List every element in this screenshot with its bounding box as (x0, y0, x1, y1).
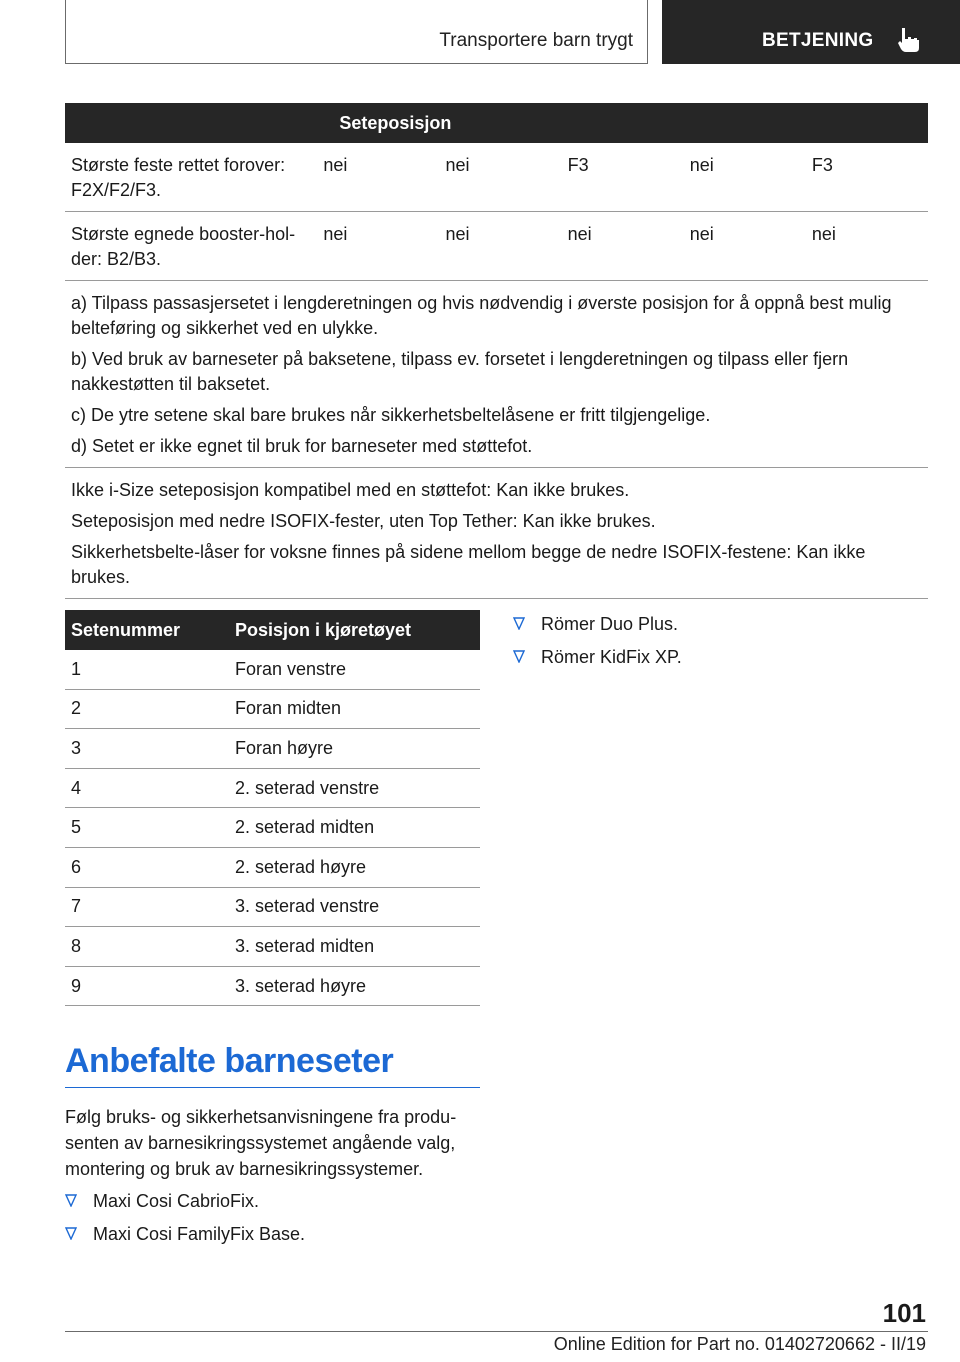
section-paragraph: Følg bruks- og sikkerhetsanvisningene fra produsenten av barnesikringssystemet angående valg, montering og bruk av barnesikringssystemer. (65, 1107, 457, 1179)
header-chapter-title: BETJENING (762, 30, 874, 51)
table-row (65, 808, 480, 848)
triangle-bullet-icon (65, 1194, 77, 1207)
table-row (65, 212, 928, 281)
list-item-text: Maxi Cosi CabrioFix. (93, 1191, 260, 1211)
table-row (65, 966, 480, 1006)
table-row (65, 650, 480, 689)
header-section-title: Transportere barn trygt (439, 30, 633, 51)
row-value: nei (684, 212, 806, 281)
seat-number: 7 (65, 887, 229, 927)
page-number: 101 (882, 1298, 926, 1328)
list-item-text: Maxi Cosi FamilyFix Base. (93, 1224, 306, 1244)
list-item-text: Römer KidFix XP. (541, 647, 682, 667)
footer-divider (65, 1331, 928, 1332)
table-row (65, 847, 480, 887)
list-item (65, 1188, 480, 1221)
header-chapter-tab[interactable] (662, 0, 960, 64)
seat-number: 6 (65, 847, 229, 887)
seat-table-heading: Seteposisjon (317, 103, 928, 143)
seat-number-table (65, 610, 480, 1006)
triangle-bullet-icon (65, 1227, 77, 1240)
seat-position: 2. seterad høyre (229, 847, 480, 887)
table-row (65, 887, 480, 927)
seat-number: 4 (65, 768, 229, 808)
info-line: Seteposisjon med nedre ISOFIX-fester, uten Top Tether: Kan ikke brukes. (71, 511, 656, 531)
table-row (65, 689, 480, 729)
recommended-seats-list-left (65, 1188, 480, 1254)
table-row (65, 143, 928, 212)
list-item (65, 1221, 480, 1254)
row-value: nei (317, 143, 439, 212)
seat-position: 3. seterad midten (229, 927, 480, 967)
recommended-seats-list-right (513, 611, 928, 677)
seat-position: Foran midten (229, 689, 480, 729)
seat-position: 2. seterad midten (229, 808, 480, 848)
seat-position: Foran høyre (229, 729, 480, 769)
table-row (65, 927, 480, 967)
footer-edition: Online Edition for Part no. 01402720662 - II/19 (553, 1334, 926, 1354)
info-line: Sikkerhetsbelte-låser for voksne finnes på sidene mellom begge de nedre ISOFIX-festene: Kan ikke brukes. (71, 542, 866, 587)
seat-position-table (65, 103, 928, 599)
seat-number: 3 (65, 729, 229, 769)
seat-position: 3. seterad høyre (229, 966, 480, 1006)
row-value: nei (439, 212, 561, 281)
triangle-bullet-icon (513, 617, 525, 630)
seat-position: Foran venstre (229, 650, 480, 689)
list-item-text: Römer Duo Plus. (541, 614, 679, 634)
footnote-a: a) Tilpass passasjersetet i lengderetningen og hvis nødvendig i øverste posisjon for å oppnå best mulig belteføring og sikkerhet ved en ulykke. (71, 293, 892, 338)
row-value: F3 (806, 143, 928, 212)
header-section-box (65, 0, 648, 64)
col-header-position: Posisjon i kjøretøyet (229, 610, 480, 650)
triangle-bullet-icon (513, 650, 525, 663)
row-label: Største egnede booster-holder: B2/B3. (65, 212, 317, 281)
seat-number: 1 (65, 650, 229, 689)
row-value: nei (439, 143, 561, 212)
row-label: Største feste rettet forover: F2X/F2/F3. (65, 143, 317, 212)
table-row (65, 729, 480, 769)
footnote-c: c) De ytre setene skal bare brukes når sikkerhetsbeltelåsene er fritt tilgjengelige. (71, 405, 711, 425)
list-item (513, 644, 928, 677)
row-value: nei (806, 212, 928, 281)
seat-position: 3. seterad venstre (229, 887, 480, 927)
row-value: F3 (562, 143, 684, 212)
info-line: Ikke i-Size seteposisjon kompatibel med en støttefot: Kan ikke brukes. (71, 480, 630, 500)
section-title: Anbefalte barneseter (65, 1042, 480, 1088)
info-notes (65, 468, 928, 599)
seat-number: 8 (65, 927, 229, 967)
seat-position: 2. seterad venstre (229, 768, 480, 808)
row-value: nei (317, 212, 439, 281)
col-header-seat-number: Setenummer (65, 610, 229, 650)
row-value: nei (684, 143, 806, 212)
table-row-notes (65, 281, 928, 468)
pointing-hand-icon (896, 26, 922, 54)
table-row (65, 768, 480, 808)
seat-number: 2 (65, 689, 229, 729)
seat-number: 5 (65, 808, 229, 848)
table-row-info (65, 468, 928, 599)
footnotes (65, 281, 928, 468)
footnote-b: b) Ved bruk av barneseter på baksetene, tilpass ev. forsetet i lengderetningen og tilpass eller fjern nakkestøtten til baksetet. (71, 349, 849, 394)
footnote-d: d) Setet er ikke egnet til bruk for barneseter med støttefot. (71, 436, 533, 456)
seat-table-blank-header (65, 103, 317, 143)
list-item (513, 611, 928, 644)
seat-number: 9 (65, 966, 229, 1006)
row-value: nei (562, 212, 684, 281)
